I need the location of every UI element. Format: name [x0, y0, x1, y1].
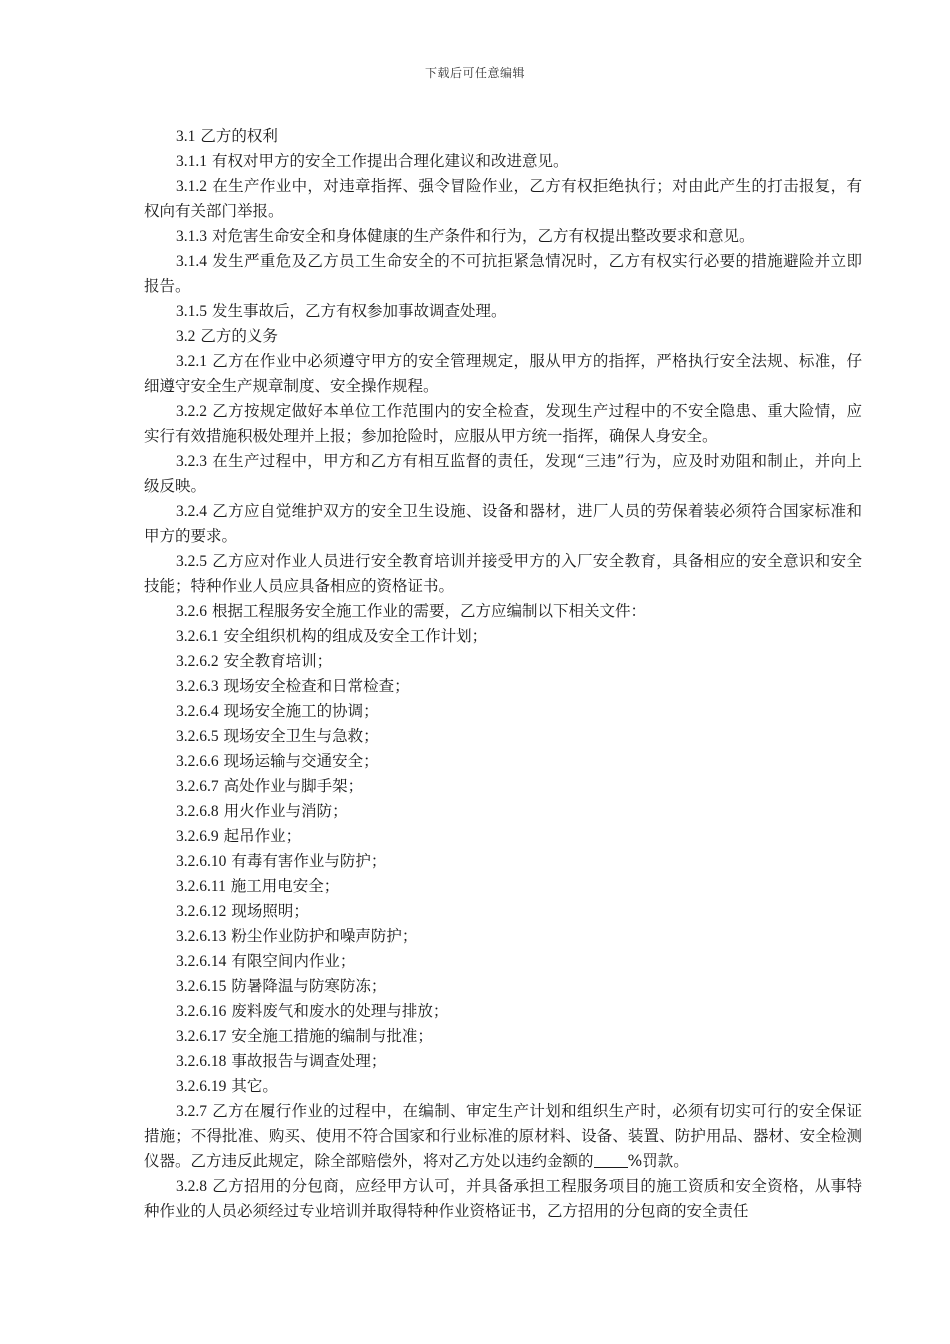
- clause-number: 3.2.6.5: [176, 728, 219, 745]
- clause-text: 在生产过程中，甲方和乙方有相互监督的责任，发现“三违”行为，应及时劝阻和制止，并向上级反映。: [144, 452, 862, 495]
- clause-number: 3.2.7: [176, 1103, 207, 1120]
- clause-number: 3.1: [176, 128, 196, 145]
- clause-number: 3.1.2: [176, 178, 207, 195]
- paragraph: [144, 649, 862, 674]
- clause-text: 乙方在履行作业的过程中，在编制、审定生产计划和组织生产时，必须有切实可行的安全保证措施；不得批准、购买、使用不符合国家和行业标准的原材料、设备、装置、防护用品、器材、安全检测仪器。乙方违反此规定，除全部赔偿外，将对乙方处以违约金额的: [144, 1102, 862, 1170]
- paragraph: [144, 1174, 862, 1224]
- paragraph: [144, 449, 862, 499]
- paragraph: [144, 999, 862, 1024]
- paragraph: [144, 949, 862, 974]
- clause-text: 安全教育培训；: [223, 652, 333, 670]
- clause-text: 乙方的义务: [200, 327, 278, 345]
- paragraph: [144, 974, 862, 999]
- clause-number: 3.1.3: [176, 228, 207, 245]
- clause-number: 3.2.2: [176, 403, 207, 420]
- paragraph: [144, 299, 862, 324]
- paragraph: [144, 624, 862, 649]
- clause-number: 3.2.8: [176, 1178, 207, 1195]
- clause-text-after-blank: %罚款。: [627, 1152, 689, 1170]
- clause-text: 在生产作业中，对违章指挥、强令冒险作业，乙方有权拒绝执行；对由此产生的打击报复，有权向有关部门举报。: [144, 177, 862, 220]
- paragraph: [144, 599, 862, 624]
- clause-number: 3.2.6.12: [176, 903, 227, 920]
- paragraph: [144, 249, 862, 299]
- paragraph: [144, 399, 862, 449]
- clause-text: 乙方按规定做好本单位工作范围内的安全检查，发现生产过程中的不安全隐患、重大险情，应实行有效措施积极处理并上报；参加抢险时，应服从甲方统一指挥，确保人身安全。: [144, 402, 862, 445]
- paragraph: [144, 674, 862, 699]
- clause-text: 发生严重危及乙方员工生命安全的不可抗拒紧急情况时，乙方有权实行必要的措施避险并立即报告。: [144, 252, 862, 295]
- paragraph: [144, 324, 862, 349]
- paragraph: [144, 849, 862, 874]
- clause-number: 3.2.6.6: [176, 753, 219, 770]
- clause-number: 3.2.6.2: [176, 653, 219, 670]
- clause-text: 现场安全施工的协调；: [223, 702, 379, 720]
- clause-text: 高处作业与脚手架；: [223, 777, 364, 795]
- paragraph: [144, 824, 862, 849]
- paragraph: [144, 349, 862, 399]
- clause-text: 现场安全卫生与急救；: [223, 727, 379, 745]
- clause-text: 防暑降温与防寒防冻；: [231, 977, 387, 995]
- paragraph: [144, 724, 862, 749]
- clause-text: 有权对甲方的安全工作提出合理化建议和改进意见。: [211, 152, 569, 170]
- paragraph: [144, 774, 862, 799]
- paragraph: [144, 799, 862, 824]
- paragraph: [144, 224, 862, 249]
- paragraph: [144, 1099, 862, 1174]
- clause-text: 粉尘作业防护和噪声防护；: [231, 927, 418, 945]
- clause-text: 安全施工措施的编制与批准；: [231, 1027, 433, 1045]
- paragraph: [144, 874, 862, 899]
- paragraph: [144, 749, 862, 774]
- clause-number: 3.2.6.13: [176, 928, 227, 945]
- clause-text: 施工用电安全；: [230, 877, 340, 895]
- clause-text: 废料废气和废水的处理与排放；: [231, 1002, 449, 1020]
- paragraph: [144, 1024, 862, 1049]
- clause-text: 其它。: [231, 1077, 278, 1095]
- clause-text: 乙方在作业中必须遵守甲方的安全管理规定，服从甲方的指挥，严格执行安全法规、标准，仔细遵守安全生产规章制度、安全操作规程。: [144, 352, 862, 395]
- clause-text: 起吊作业；: [223, 827, 302, 845]
- clause-number: 3.2.6.9: [176, 828, 219, 845]
- paragraph: [144, 549, 862, 599]
- document-body: [144, 124, 862, 1224]
- clause-number: 3.2.6.1: [176, 628, 219, 645]
- clause-number: 3.1.4: [176, 253, 207, 270]
- paragraph: [144, 924, 862, 949]
- clause-number: 3.2.6.4: [176, 703, 219, 720]
- clause-number: 3.2.6.19: [176, 1078, 227, 1095]
- clause-text: 有毒有害作业与防护；: [231, 852, 387, 870]
- clause-text: 乙方应自觉维护双方的安全卫生设施、设备和器材，进厂人员的劳保着装必须符合国家标准和甲方的要求。: [144, 502, 862, 545]
- clause-text: 根据工程服务安全施工作业的需要，乙方应编制以下相关文件：: [211, 602, 646, 620]
- clause-text: 用火作业与消防；: [223, 802, 348, 820]
- clause-number: 3.2.6.3: [176, 678, 219, 695]
- clause-text: 对危害生命安全和身体健康的生产条件和行为，乙方有权提出整改要求和意见。: [211, 227, 755, 245]
- clause-number: 3.1.1: [176, 153, 207, 170]
- clause-number: 3.2.6.8: [176, 803, 219, 820]
- clause-number: 3.2.6: [176, 603, 207, 620]
- clause-text: 乙方招用的分包商，应经甲方认可，并具备承担工程服务项目的施工资质和安全资格，从事特种作业的人员必须经过专业培训并取得特种作业资格证书，乙方招用的分包商的安全责任: [144, 1177, 862, 1220]
- clause-number: 3.2.1: [176, 353, 207, 370]
- paragraph: [144, 174, 862, 224]
- clause-number: 3.2.6.10: [176, 853, 227, 870]
- clause-number: 3.2: [176, 328, 196, 345]
- clause-number: 3.2.6.15: [176, 978, 227, 995]
- paragraph: [144, 124, 862, 149]
- clause-number: 3.2.5: [176, 553, 207, 570]
- fill-in-blank[interactable]: [594, 1151, 628, 1168]
- page-header: 下载后可任意编辑: [424, 66, 525, 80]
- clause-number: 3.2.6.7: [176, 778, 219, 795]
- clause-number: 3.2.6.17: [176, 1028, 227, 1045]
- clause-text: 有限空间内作业；: [231, 952, 356, 970]
- paragraph: [144, 899, 862, 924]
- paragraph: [144, 699, 862, 724]
- clause-number: 3.1.5: [176, 303, 207, 320]
- clause-number: 3.2.6.16: [176, 1003, 227, 1020]
- clause-number: 3.2.3: [176, 453, 207, 470]
- clause-text: 发生事故后，乙方有权参加事故调查处理。: [211, 302, 507, 320]
- clause-text: 现场安全检查和日常检查；: [223, 677, 410, 695]
- paragraph: [144, 149, 862, 174]
- clause-text: 现场照明；: [231, 902, 309, 920]
- clause-number: 3.2.6.18: [176, 1053, 227, 1070]
- clause-text: 现场运输与交通安全；: [223, 752, 379, 770]
- paragraph: [144, 499, 862, 549]
- clause-number: 3.2.4: [176, 503, 207, 520]
- clause-number: 3.2.6.14: [176, 953, 227, 970]
- clause-text: 事故报告与调查处理；: [231, 1052, 387, 1070]
- clause-number: 3.2.6.11: [176, 878, 226, 895]
- clause-text: 安全组织机构的组成及安全工作计划；: [223, 627, 488, 645]
- paragraph: [144, 1074, 862, 1099]
- clause-text: 乙方应对作业人员进行安全教育培训并接受甲方的入厂安全教育，具备相应的安全意识和安全技能；特种作业人员应具备相应的资格证书。: [144, 552, 862, 595]
- paragraph: [144, 1049, 862, 1074]
- clause-text: 乙方的权利: [200, 127, 278, 145]
